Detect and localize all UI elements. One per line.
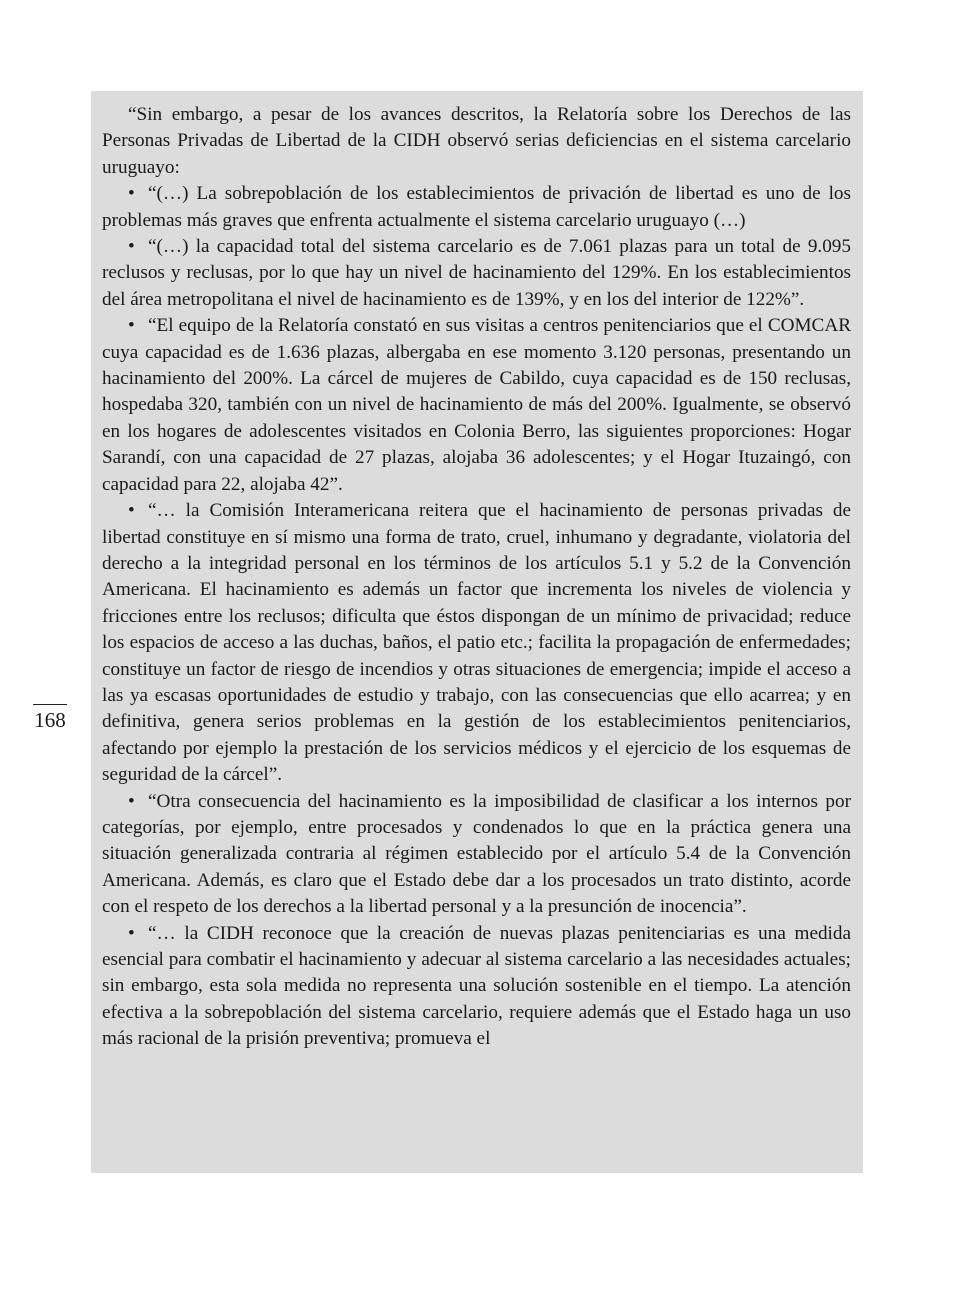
bullet-text: “… la CIDH reconoce que la creación de nuevas plazas penitenciarias es una medida esencial para combatir el hacinamiento y adecuar al sistema carcelario a las necesidades actuales; sin embargo, esta sola medida no representa una solución sostenible en el tiempo. La atención efectiva a la sobrepoblación del sistema carcelario, requiere además que el Estado haga un uso más racional de la prisión preventiva; promueva el [102,922,851,1050]
bullet-paragraph [102,181,851,234]
page-number: 168 [34,708,66,732]
bullet-marker: • [128,236,135,258]
bullet-text: “El equipo de la Relatoría constató en sus visitas a centros penitenciarios que el COMCAR cuya capacidad es de 1.636 plazas, albergaba en ese momento 3.120 personas, presentando un hacinamiento del 200%. La cárcel de mujeres de Cabildo, cuya capacidad es de 150 reclusas, hospedaba 320, también con un nivel de hacinamiento de más del 200%. Igualmente, se observó en los hogares de adolescentes visitados en Colonia Berro, las siguientes proporciones: Hogar Sarandí, con una capacidad de 27 plazas, alojaba 36 adolescentes; y el Hogar Ituzaingó, con capacidad para 22, alojaba 42”. [102,315,851,495]
bullet-paragraph [102,789,851,921]
page-number-rule [33,704,67,705]
bullet-marker: • [128,315,135,337]
bullet-text: “(…) La sobrepoblación de los establecimientos de privación de libertad es uno de los problemas más graves que enfrenta actualmente el sistema carcelario uruguayo (…) [102,183,851,231]
bullet-text: “Otra consecuencia del hacinamiento es la imposibilidad de clasificar a los internos por categorías, por ejemplo, entre procesados y condenados lo que en la práctica genera una situación generalizada contraria al régimen establecido por el artículo 5.4 de la Convención Americana. Además, es claro que el Estado debe dar a los procesados un trato distinto, acorde con el respeto de los derechos a la libertad personal y a la presunción de inocencia”. [102,790,851,918]
bullet-text: “… la Comisión Interamericana reitera que el hacinamiento de personas privadas de libertad constituye en sí mismo una forma de trato, cruel, inhumano y degradante, violatoria del derecho a la integridad personal en los términos de los artículos 5.1 y 5.2 de la Convención Americana. El hacinamiento es además un factor que incrementa los niveles de violencia y fricciones entre los reclusos; dificulta que éstos dispongan de un mínimo de privacidad; reduce los espacios de acceso a las duchas, baños, el patio etc.; facilita la propagación de enfermedades; constituye un factor de riesgo de incendios y otras situaciones de emergencia; impide el acceso a las ya escasas oportunidades de estudio y trabajo, con las consecuencias que ello acarrea; y en definitiva, genera serios problemas en la gestión de los establecimientos penitenciarios, afectando por ejemplo la prestación de los servicios médicos y el ejercicio de los esquemas de seguridad de la cárcel”. [102,500,851,786]
bullet-paragraph [102,921,851,1053]
quotation-block [91,91,863,1173]
bullet-marker: • [128,790,135,812]
bullet-paragraph [102,234,851,313]
bullet-text: “(…) la capacidad total del sistema carcelario es de 7.061 plazas para un total de 9.095 reclusos y reclusas, por lo que hay un nivel de hacinamiento del 129%. En los establecimientos del área metropolitana el nivel de hacinamiento es de 139%, y en los del interior de 122%”. [102,236,851,310]
quote-intro-paragraph: “Sin embargo, a pesar de los avances descritos, la Relatoría sobre los Derechos de las Personas Privadas de Libertad de la CIDH observó serias deficiencias en el sistema carcelario uruguayo: [102,104,851,178]
bullet-marker: • [128,922,135,944]
bullet-paragraph [102,498,851,788]
bullet-marker: • [128,500,135,522]
bullet-paragraph [102,313,851,498]
bullet-marker: • [128,183,135,205]
